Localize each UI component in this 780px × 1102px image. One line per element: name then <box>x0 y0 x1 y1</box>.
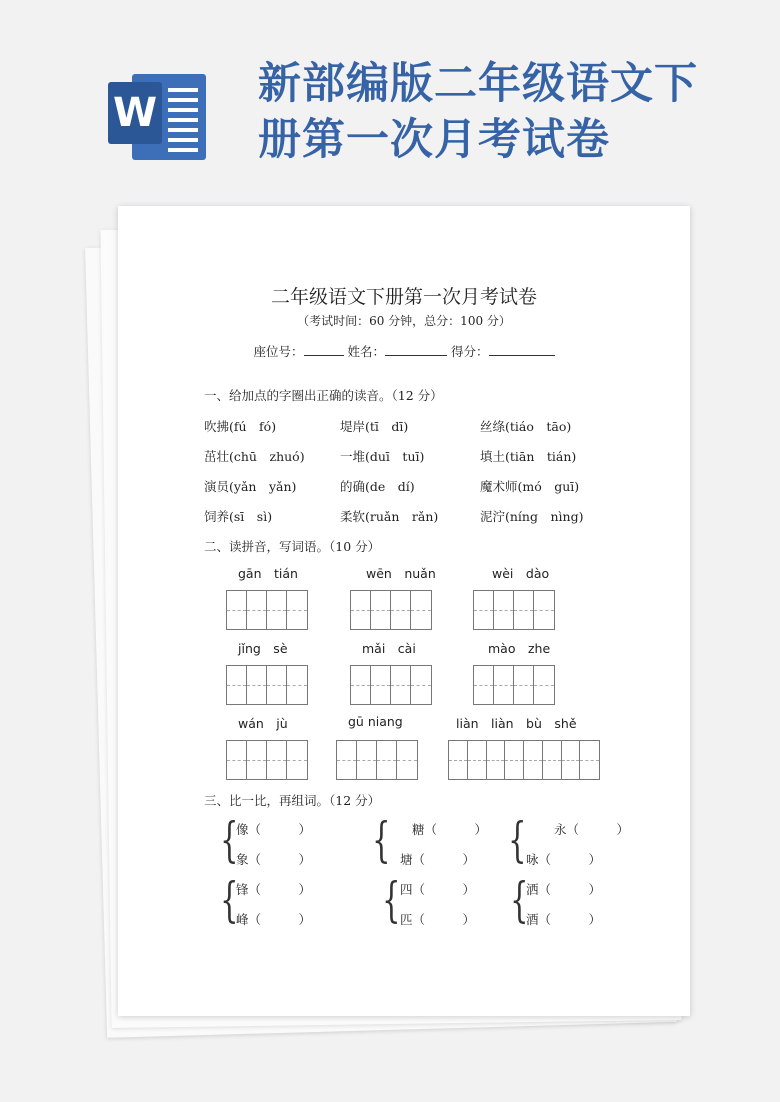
compare-word-item: 四（ ） <box>400 882 476 897</box>
writing-grid[interactable] <box>350 590 432 630</box>
compare-word-item: 酒（ ） <box>526 912 602 927</box>
pinyin-label: gū niang <box>348 714 403 729</box>
q1-item: 演员(yǎn yǎn) <box>204 479 297 494</box>
q1-item: 茁壮(chū zhuó) <box>204 449 305 464</box>
writing-grid[interactable] <box>336 740 418 780</box>
name-blank[interactable] <box>385 343 447 356</box>
banner <box>0 0 780 200</box>
brace-left: { <box>510 872 529 928</box>
writing-grid[interactable] <box>473 590 555 630</box>
pinyin-label: liàn liàn bù shě <box>456 716 577 731</box>
q1-item: 吹拂(fú fó) <box>204 419 277 434</box>
compare-word-item: 咏（ ） <box>526 852 602 867</box>
score-label: 得分： <box>450 344 489 359</box>
pinyin-label: jǐng sè <box>238 641 288 656</box>
section1-heading: 一、给加点的字圈出正确的读音。（12 分） <box>204 388 443 403</box>
compare-word-item: 锋（ ） <box>236 882 312 897</box>
paper-title: 二年级语文下册第一次月考试卷 <box>270 286 537 308</box>
q1-item: 柔软(ruǎn rǎn) <box>340 509 439 524</box>
compare-word-item: 匹（ ） <box>400 912 476 927</box>
brace-left: { <box>220 812 239 868</box>
q1-item: 魔术师(mó guī) <box>480 479 580 494</box>
q1-item: 的确(de dí) <box>340 479 415 494</box>
writing-grid[interactable] <box>226 740 308 780</box>
seat-label: 座位号： <box>253 344 304 359</box>
score-blank[interactable] <box>489 343 555 356</box>
name-label: 姓名： <box>347 344 385 359</box>
paper-subtitle: （考试时间：60 分钟，总分：100 分） <box>297 314 511 328</box>
pinyin-label: wèi dào <box>492 566 550 581</box>
pinyin-label: mào zhe <box>488 641 551 656</box>
pinyin-label: wán jù <box>238 716 288 731</box>
compare-word-item: 像（ ） <box>236 822 312 837</box>
pinyin-label: wēn nuǎn <box>366 566 436 581</box>
compare-word-item: 塘（ ） <box>400 852 476 867</box>
banner-title: 新部编版二年级语文下册第一次月考试卷 <box>258 59 698 165</box>
q1-item: 填土(tiān tián) <box>480 449 577 464</box>
writing-grid[interactable] <box>473 665 555 705</box>
q1-item: 堤岸(tī dī) <box>340 419 409 434</box>
pinyin-label: mǎi cài <box>362 641 416 656</box>
word-letter-badge: W <box>108 82 162 144</box>
student-info-line <box>118 342 690 360</box>
section2-heading: 二、读拼音，写词语。（10 分） <box>204 539 381 554</box>
writing-grid[interactable] <box>448 740 600 780</box>
word-app-icon <box>108 68 210 164</box>
pinyin-label: gān tián <box>238 566 298 581</box>
q1-item: 饲养(sī sì) <box>204 509 273 524</box>
writing-grid[interactable] <box>226 665 308 705</box>
compare-word-item: 糖（ ） <box>412 822 488 837</box>
compare-word-item: 峰（ ） <box>236 912 312 927</box>
compare-word-item: 象（ ） <box>236 852 312 867</box>
section3-heading: 三、比一比，再组词。（12 分） <box>204 793 381 808</box>
exam-paper <box>118 206 690 1016</box>
seat-blank[interactable] <box>304 343 344 356</box>
brace-left: { <box>220 872 239 928</box>
brace-left: { <box>372 812 391 868</box>
q1-item: 泥泞(níng nìng) <box>480 509 584 524</box>
compare-word-item: 永（ ） <box>554 822 630 837</box>
writing-grid[interactable] <box>350 665 432 705</box>
compare-word-item: 洒（ ） <box>526 882 602 897</box>
brace-left: { <box>508 812 527 868</box>
q1-item: 一堆(duī tuī) <box>340 449 425 464</box>
brace-left: { <box>382 872 401 928</box>
q1-item: 丝绦(tiáo tāo) <box>480 419 572 434</box>
writing-grid[interactable] <box>226 590 308 630</box>
